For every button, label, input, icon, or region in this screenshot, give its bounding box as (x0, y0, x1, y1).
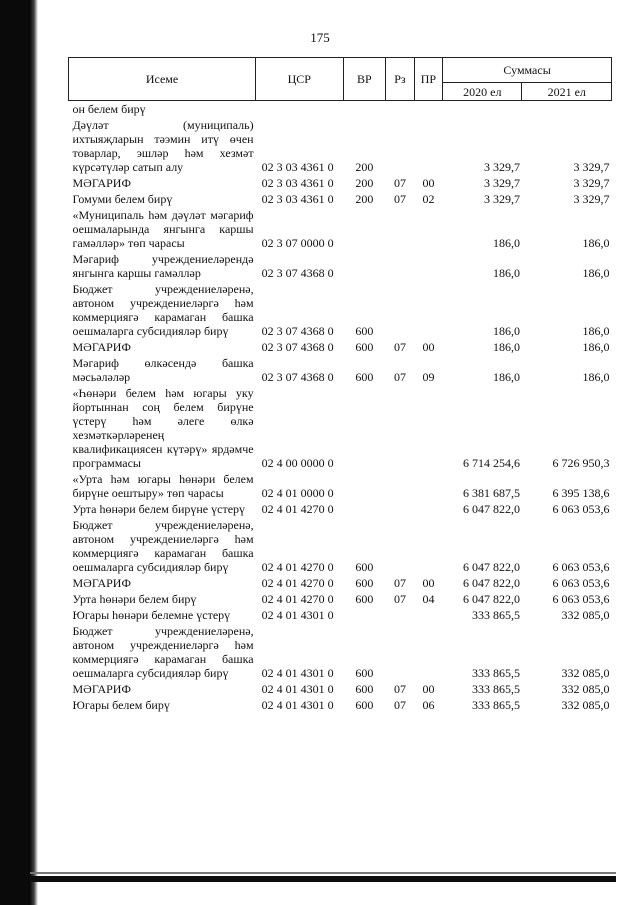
cell-name: «Һөнәри белем һәм югары уку йортыннан соң белем бирүне үстерү һәм әлеге өлкә хезмәткәрләренең квалификациясен күтәрү» ярдәмче программасы (72, 386, 254, 470)
cell-pr (414, 517, 442, 575)
cell-pr: 02 (422, 192, 435, 206)
cell-rz: 07 (393, 192, 406, 206)
cell-csr: 02 3 03 4361 0 (261, 176, 334, 190)
budget-table (68, 57, 612, 713)
cell-csr: 02 4 01 4270 0 (261, 502, 334, 516)
cell-rz: 07 (393, 176, 406, 190)
cell-rz (386, 101, 414, 118)
header-pr: ПР (414, 58, 442, 101)
cell-s1: 3 329,7 (483, 176, 520, 190)
cell-s1: 6 714 254,6 (462, 456, 520, 470)
cell-pr: 00 (422, 576, 435, 590)
table-body (69, 101, 612, 714)
cell-rz (386, 385, 414, 471)
cell-name: Урта һөнәри белем бирү (72, 592, 197, 606)
cell-name: МӘГАРИФ (72, 576, 131, 590)
cell-s2: 6 063 053,6 (552, 560, 610, 574)
cell-s2: 186,0 (582, 324, 610, 338)
cell-pr (414, 385, 442, 471)
cell-vr: 600 (355, 370, 374, 384)
cell-csr (256, 101, 343, 118)
cell-s1: 333 865,5 (471, 608, 520, 622)
cell-csr: 02 3 03 4361 0 (261, 160, 334, 174)
cell-name: «Урта һәм югары һөнәри белем бирүне оештыру» төп чарасы (72, 472, 254, 500)
cell-name: Мәгариф өлкәсендә башка мәсьәләләр (72, 356, 254, 384)
cell-csr: 02 3 07 4368 0 (261, 340, 334, 354)
cell-pr: 04 (422, 592, 435, 606)
cell-csr: 02 3 07 4368 0 (261, 370, 334, 384)
cell-s1: 6 047 822,0 (462, 560, 520, 574)
cell-name: он белем бирү (72, 102, 146, 116)
cell-pr: 00 (422, 340, 435, 354)
cell-csr: 02 4 01 0000 0 (261, 486, 334, 500)
table-row (69, 207, 612, 251)
cell-s2: 186,0 (582, 370, 610, 384)
header-csr: ЦСР (256, 58, 343, 101)
cell-vr: 600 (355, 682, 374, 696)
cell-vr: 200 (355, 176, 374, 190)
header-vr: ВР (343, 58, 386, 101)
cell-vr (343, 471, 386, 501)
header-sums: Суммасы (443, 58, 612, 83)
table-row (69, 339, 612, 355)
cell-s2: 3 329,7 (573, 192, 610, 206)
cell-name: МӘГАРИФ (72, 682, 131, 696)
cell-s1: 6 047 822,0 (462, 592, 520, 606)
cell-vr: 600 (355, 576, 374, 590)
cell-csr: 02 4 01 4270 0 (261, 592, 334, 606)
cell-vr: 600 (355, 592, 374, 606)
cell-s2: 186,0 (582, 266, 610, 280)
cell-pr: 09 (422, 370, 435, 384)
cell-rz (386, 623, 414, 681)
cell-csr: 02 4 01 4270 0 (261, 560, 334, 574)
cell-vr: 600 (355, 340, 374, 354)
cell-s2: 3 329,7 (573, 176, 610, 190)
cell-rz (386, 281, 414, 339)
cell-s2: 6 063 053,6 (552, 502, 610, 516)
header-name: Исеме (69, 58, 256, 101)
table-row (69, 191, 612, 207)
cell-vr (343, 607, 386, 623)
cell-name: Бюджет учреждениеләренә, автоном учреждениеләргә һәм коммерциягә карамаган башка оешмаларга субсидияләр бирү (72, 518, 254, 574)
cell-name: «Муниципаль һәм дәүләт мәгариф оешмаларында янгынга каршы гамәлләр» төп чарасы (72, 208, 254, 250)
cell-rz (386, 517, 414, 575)
cell-pr (414, 623, 442, 681)
cell-rz (386, 471, 414, 501)
table-row (69, 281, 612, 339)
page-number: 175 (310, 30, 330, 45)
cell-pr: 00 (422, 176, 435, 190)
cell-vr (343, 207, 386, 251)
header-rz: Рз (386, 58, 414, 101)
cell-rz (386, 251, 414, 281)
cell-rz: 07 (393, 370, 406, 384)
cell-csr: 02 3 07 4368 0 (261, 324, 334, 338)
cell-vr: 600 (355, 560, 374, 574)
cell-s2: 6 063 053,6 (552, 576, 610, 590)
cell-name: Бюджет учреждениеләренә, автоном учреждениеләргә һәм коммерциягә карамаган башка оешмаларга субсидияләр бирү (72, 282, 254, 338)
cell-name: Гомуми белем бирү (72, 192, 173, 206)
cell-csr: 02 4 01 4301 0 (261, 682, 334, 696)
table-header (69, 58, 612, 101)
cell-pr (414, 281, 442, 339)
scan-left-edge (0, 0, 38, 905)
cell-s1: 6 047 822,0 (462, 576, 520, 590)
table-row (69, 517, 612, 575)
cell-csr: 02 4 01 4301 0 (261, 698, 334, 712)
cell-s1: 333 865,5 (471, 682, 520, 696)
cell-s1: 186,0 (492, 266, 520, 280)
cell-name: Югары һөнәри белемне үстерү (72, 608, 231, 622)
cell-name: Югары белем бирү (72, 698, 170, 712)
budget-table-container (68, 57, 612, 713)
cell-csr: 02 4 01 4270 0 (261, 576, 334, 590)
cell-s1: 3 329,7 (483, 192, 520, 206)
cell-rz: 07 (393, 340, 406, 354)
table-row (69, 575, 612, 591)
cell-rz (386, 207, 414, 251)
cell-pr (414, 471, 442, 501)
cell-name: Бюджет учреждениеләренә, автоном учреждениеләргә һәм коммерциягә карамаган башка оешмаларга субсидияләр бирү (72, 624, 254, 680)
cell-s1: 333 865,5 (471, 666, 520, 680)
cell-csr: 02 3 03 4361 0 (261, 192, 334, 206)
table-row (69, 501, 612, 517)
table-row (69, 175, 612, 191)
cell-pr: 06 (422, 698, 435, 712)
cell-rz: 07 (393, 682, 406, 696)
cell-pr: 00 (422, 682, 435, 696)
cell-s1: 186,0 (492, 324, 520, 338)
table-row (69, 471, 612, 501)
cell-pr (414, 607, 442, 623)
cell-pr (414, 501, 442, 517)
cell-vr: 600 (355, 324, 374, 338)
cell-name: МӘГАРИФ (72, 340, 131, 354)
cell-s1: 186,0 (492, 340, 520, 354)
cell-rz (386, 117, 414, 175)
cell-rz (386, 607, 414, 623)
cell-s2: 6 395 138,6 (552, 486, 610, 500)
cell-pr (414, 101, 442, 118)
cell-rz: 07 (393, 698, 406, 712)
cell-s1: 6 381 687,5 (462, 486, 520, 500)
cell-vr (343, 385, 386, 471)
header-year-2021: 2021 ел (522, 83, 612, 101)
cell-s2: 186,0 (582, 236, 610, 250)
cell-name: Мәгариф учреждениеләрендә янгынга каршы гамәлләр (72, 252, 254, 280)
cell-vr (343, 251, 386, 281)
cell-vr (343, 101, 386, 118)
scan-bottom-edge-shadow (30, 872, 616, 874)
cell-s2: 332 085,0 (561, 682, 610, 696)
cell-csr: 02 4 01 4301 0 (261, 608, 334, 622)
cell-s2: 3 329,7 (573, 160, 610, 174)
cell-vr: 600 (355, 666, 374, 680)
cell-s2: 332 085,0 (561, 666, 610, 680)
cell-csr: 02 3 07 0000 0 (261, 236, 334, 250)
table-row (69, 385, 612, 471)
table-row (69, 623, 612, 681)
cell-pr (414, 117, 442, 175)
table-row (69, 251, 612, 281)
cell-s1: 186,0 (492, 236, 520, 250)
cell-s2: 332 085,0 (561, 698, 610, 712)
cell-s1 (443, 101, 522, 118)
cell-s2: 186,0 (582, 340, 610, 354)
cell-pr (414, 207, 442, 251)
cell-vr: 200 (355, 160, 374, 174)
table-row (69, 117, 612, 175)
cell-rz: 07 (393, 592, 406, 606)
cell-csr: 02 4 00 0000 0 (261, 456, 334, 470)
cell-s2: 332 085,0 (561, 608, 610, 622)
table-row (69, 355, 612, 385)
cell-name: МӘГАРИФ (72, 176, 131, 190)
cell-csr: 02 4 01 4301 0 (261, 666, 334, 680)
cell-s2: 6 063 053,6 (552, 592, 610, 606)
cell-rz: 07 (393, 576, 406, 590)
table-row (69, 101, 612, 118)
cell-s2: 6 726 950,3 (552, 456, 610, 470)
cell-pr (414, 251, 442, 281)
header-year-2020: 2020 ел (443, 83, 522, 101)
cell-s2 (522, 101, 612, 118)
table-row (69, 607, 612, 623)
cell-s1: 333 865,5 (471, 698, 520, 712)
cell-vr (343, 501, 386, 517)
scan-bottom-edge (30, 876, 616, 882)
cell-vr: 600 (355, 698, 374, 712)
cell-s1: 186,0 (492, 370, 520, 384)
cell-csr: 02 3 07 4368 0 (261, 266, 334, 280)
table-row (69, 681, 612, 697)
cell-name: Урта һөнәри белем бирүне үстерү (72, 502, 246, 516)
table-row (69, 697, 612, 713)
cell-vr: 200 (355, 192, 374, 206)
table-row (69, 591, 612, 607)
cell-s1: 6 047 822,0 (462, 502, 520, 516)
cell-rz (386, 501, 414, 517)
cell-name: Дәүләт (муниципаль) ихтыяҗларын тәэмин итү өчен товарлар, эшләр һәм хезмәт күрсәтүләр сатып алу (72, 118, 254, 174)
cell-s1: 3 329,7 (483, 160, 520, 174)
